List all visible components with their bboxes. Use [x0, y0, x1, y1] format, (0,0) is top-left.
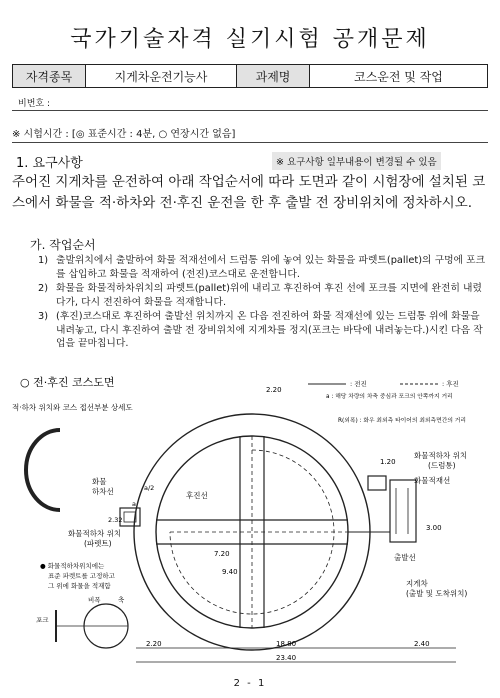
pallet-box: [120, 508, 140, 526]
forklift-start-box: [390, 480, 416, 542]
item-text: 출발위치에서 출발하여 화물 적재선에서 드럼통 위에 놓여 있는 화물을 파렛트(pallet)의 구멍에 포크를 삽입하고 화물을 적재하여 (전진)코스대로 운전합니다.: [56, 255, 486, 280]
divider: [12, 142, 488, 143]
field-label: 자격종목: [13, 65, 86, 88]
course-diagram: [8, 370, 492, 675]
note-line3: 그 위에 화물을 적재함: [48, 582, 111, 590]
label-axle: 축: [118, 596, 125, 604]
label-load-line: 화물적재선: [414, 476, 451, 485]
label-unload-cargo: 화물: [92, 477, 107, 486]
dim-a-half: a/2: [144, 484, 155, 492]
label-start-line: 출발선: [394, 553, 416, 562]
detail-caption: 적·하차 위치와 코스 접선부분 상세도: [12, 403, 133, 412]
page-number: 2 - 1: [233, 678, 267, 689]
exam-time: ※ 시험시간 : [◎ 표준시간 : 4분, ○ 연장시간 없음]: [12, 129, 236, 140]
exam-number-label: 비번호 :: [18, 99, 50, 109]
field-value: 지게차운전기능사: [86, 65, 237, 88]
work-order-list: [38, 254, 488, 352]
item-number: 2): [38, 283, 49, 294]
item-text: (후진)코스대로 후진하여 출발선 위치까지 온 다음 전진하여 화물 적재선에 있는 드럼통 위에 화물을 내려놓고, 다시 후진하여 출발 전 장비위치에 지게차를 정지(포크는 바닥에 내려놓는다.)시킨 다음 작업을 끝마칩니다.: [56, 311, 483, 349]
dim-a: a: [132, 500, 136, 508]
list-item: [38, 282, 488, 309]
dim-3-00: 3.00: [426, 524, 442, 532]
label-unload-line: 하차선: [92, 487, 114, 496]
work-order-heading: 가. 작업순서: [30, 238, 96, 252]
dim-23-40: 23.40: [276, 654, 297, 662]
list-item: [38, 310, 488, 351]
label-drum: (드럼통): [428, 461, 456, 470]
item-number: 1): [38, 255, 49, 266]
label-forklift-sub: (출발 및 도착위치): [406, 589, 468, 598]
diagram-title: ○ 전·후진 코스도면: [20, 376, 115, 389]
legend-forward: : 전진: [350, 380, 367, 388]
legend-a: a : 해당 차량의 차축 중심과 포크의 안쪽까지 거리: [326, 394, 453, 400]
legend-r: R(외폭) : 화우 최외측 타이어의 최외측면간의 거리: [338, 418, 466, 424]
label-forklift: 지게차: [406, 579, 428, 588]
fork-detail: [36, 595, 128, 648]
dim-7-20: 7.20: [214, 550, 230, 558]
task-label: 과제명: [237, 65, 310, 88]
dim-9-40: 9.40: [222, 568, 238, 576]
document-title: 국가기술자격 실기시험 공개문제: [70, 27, 430, 52]
label-cargo-position: 화물적하차 위치: [68, 529, 122, 538]
item-number: 3): [38, 311, 49, 322]
note-line2: 표준 파렛트를 고정하고: [48, 572, 115, 580]
dim-1-20: 1.20: [380, 458, 396, 466]
change-note: ※ 요구사항 일부내용이 변경될 수 있음: [272, 152, 441, 170]
dim-2-32: 2.32: [108, 516, 123, 524]
legend: [308, 379, 466, 424]
requirements-paragraph: 주어진 지게차를 운전하여 아래 작업순서에 따라 도면과 같이 시험장에 설치된 코스에서 화물을 적·하차와 전·후진 운전을 한 후 출발 전 장비위치에 정차하시오.: [12, 174, 486, 211]
detail-arc: [26, 430, 60, 510]
label-load-position: 화물적하차 위치: [414, 451, 468, 460]
list-item: [38, 254, 488, 281]
label-pallet: (파렛트): [84, 539, 112, 548]
dim-2-40: 2.40: [414, 640, 430, 648]
dim-18-80: 18.80: [276, 640, 297, 648]
label-fork: 포크: [36, 616, 49, 624]
item-text: 화물을 화물적하차위치의 파렛트(pallet)위에 내리고 후진하여 후진 선에 포크를 지면에 완전히 내렸다가, 다시 전진하여 화물을 적재합니다.: [56, 283, 482, 308]
section-heading: 1. 요구사항: [16, 156, 83, 171]
dim-2-20-bottom: 2.20: [146, 640, 162, 648]
info-table: [12, 64, 488, 88]
label-width: 비폭: [88, 596, 101, 604]
drum-box: [368, 476, 386, 490]
label-backup-line: 후진선: [186, 491, 208, 500]
task-value: 코스운전 및 작업: [310, 65, 488, 88]
legend-backward: : 후진: [442, 380, 459, 388]
divider: [12, 110, 488, 111]
note-line1: ● 화물적하차위치에는: [40, 562, 105, 570]
dim-2-20-top: 2.20: [266, 386, 282, 394]
